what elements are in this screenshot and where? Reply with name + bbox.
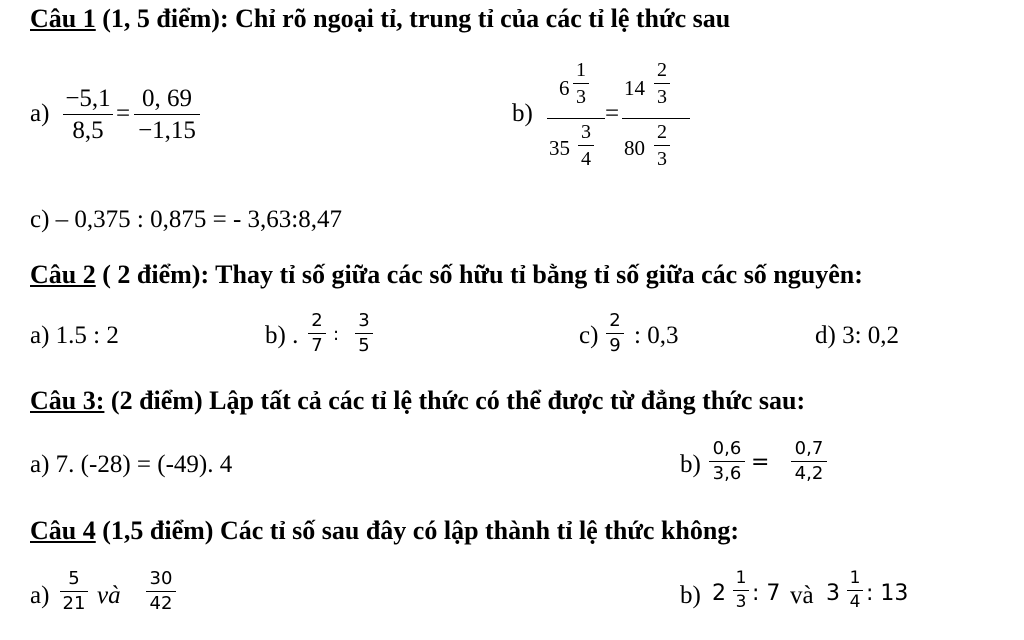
q4-b-rest-2: : 13 [866,581,909,606]
q1-a-equals: = [116,100,131,127]
fraction-bar [63,114,113,115]
fraction-bar [791,461,827,462]
q1-b-den-fraction [578,122,594,169]
question-4-label: Câu 4 [30,516,96,545]
denominator: 21 [62,593,86,614]
q3-b-fraction-2 [791,440,827,483]
numerator: 1 [735,568,747,588]
q3-a-text: a) 7. (-28) = (-49). 4 [30,451,233,478]
q1-a-f1-numerator: −5,1 [65,85,111,112]
numerator: 2 [657,121,667,143]
question-1-heading [30,4,730,34]
question-2-text: ( 2 điểm): Thay tỉ số giữa các số hữu tỉ bằng tỉ số giữa các số nguyên: [95,260,863,289]
q4-a-fraction-2 [146,570,176,613]
q4-b-whole-1: 2 [712,581,726,606]
q4-b-whole-2: 3 [826,581,840,606]
question-1-text: (1, 5 điểm): Chỉ rõ ngoại tỉ, trung tỉ của các tỉ lệ thức sau [95,4,731,33]
fraction-bar [146,591,176,592]
question-3-label: Câu 3: [30,386,105,415]
denominator: 3 [657,86,667,108]
q1-b-fraction-1 [545,56,603,180]
q1-c-text: c) – 0,375 : 0,875 = - 3,63:8,47 [30,206,342,233]
numerator: 0,6 [712,438,742,459]
fraction-bar [733,590,749,591]
denominator: 9 [609,335,621,356]
q3-b-equals: = [751,450,770,475]
q2-b-fraction-1 [308,312,326,355]
q1-a-fraction-1 [63,86,113,143]
fraction-bar [654,145,670,146]
q2-b-colon: : [333,324,340,345]
q1-a-label: a) [30,100,50,127]
q1-b-num2-whole: 14 [624,76,645,100]
fraction-bar [578,145,594,146]
question-1-label: Câu 1 [30,4,96,33]
question-2-label: Câu 2 [30,260,96,289]
q4-a-fraction-1 [60,570,88,613]
question-4-heading [30,516,739,546]
fraction-bar [547,118,605,119]
q1-b-fraction-2 [622,56,692,180]
denominator: 4,2 [794,463,824,484]
fraction-bar [847,590,863,591]
q1-b-num2-fraction [654,60,670,107]
denominator: 3 [576,86,586,108]
question-4-text: (1,5 điểm) Các tỉ số sau đây có lập thành tỉ lệ thức không: [95,516,740,545]
fraction-bar [622,118,690,119]
numerator: 2 [311,310,323,331]
q1-a-f1-denominator: 8,5 [72,117,104,144]
q1-b-den2-whole: 80 [624,136,645,160]
q2-d-text: d) 3: 0,2 [815,322,900,349]
fraction-bar [308,333,326,334]
q1-b-label: b) [512,100,533,127]
fraction-bar [709,461,745,462]
numerator: 1 [576,59,586,81]
q3-b-label: b) [680,451,701,478]
fraction-bar [134,114,200,115]
q1-b-den2-fraction [654,122,670,169]
q1-a-f2-denominator: −1,15 [138,117,196,144]
q4-b-fraction-1 [733,570,749,611]
denominator: 5 [358,335,370,356]
q4-a-label: a) [30,582,50,609]
q1-b-num-whole: 6 [559,76,570,100]
q2-c-rest: : 0,3 [634,322,679,349]
numerator: 5 [68,568,80,589]
question-3-text: (2 điểm) Lập tất cả các tỉ lệ thức có thể được từ đẳng thức sau: [104,386,806,415]
q2-a-text: a) 1.5 : 2 [30,322,119,349]
q4-a-and: và [97,582,121,609]
q2-c-label: c) [579,322,599,349]
numerator: 0,7 [794,438,824,459]
q1-b-num-fraction [573,60,589,107]
q4-b-rest-1: : 7 [752,581,781,606]
numerator: 2 [657,59,667,81]
numerator: 3 [358,310,370,331]
denominator: 3 [657,148,667,170]
denominator: 7 [311,335,323,356]
numerator: 30 [149,568,173,589]
denominator: 4 [849,592,861,612]
denominator: 3 [735,592,747,612]
fraction-bar [60,591,88,592]
question-3-heading [30,386,805,416]
q1-b-den-whole: 35 [549,136,570,160]
q1-a-fraction-2 [134,86,200,143]
q4-b-fraction-2 [847,570,863,611]
numerator: 3 [581,121,591,143]
question-2-heading [30,260,863,290]
fraction-bar [606,333,624,334]
fraction-bar [355,333,373,334]
fraction-bar [654,83,670,84]
denominator: 4 [581,148,591,170]
numerator: 2 [609,310,621,331]
q2-b-fraction-2 [355,312,373,355]
q2-b-label: b) . [265,322,299,349]
q2-c-fraction [606,312,624,355]
denominator: 3,6 [712,463,742,484]
q1-a-f2-numerator: 0, 69 [142,85,192,112]
denominator: 42 [149,593,173,614]
fraction-bar [573,83,589,84]
q4-b-label: b) [680,582,701,609]
q3-b-fraction-1 [709,440,745,483]
q4-b-and: và [790,582,814,609]
q1-b-equals: = [605,100,620,127]
numerator: 1 [849,568,861,588]
